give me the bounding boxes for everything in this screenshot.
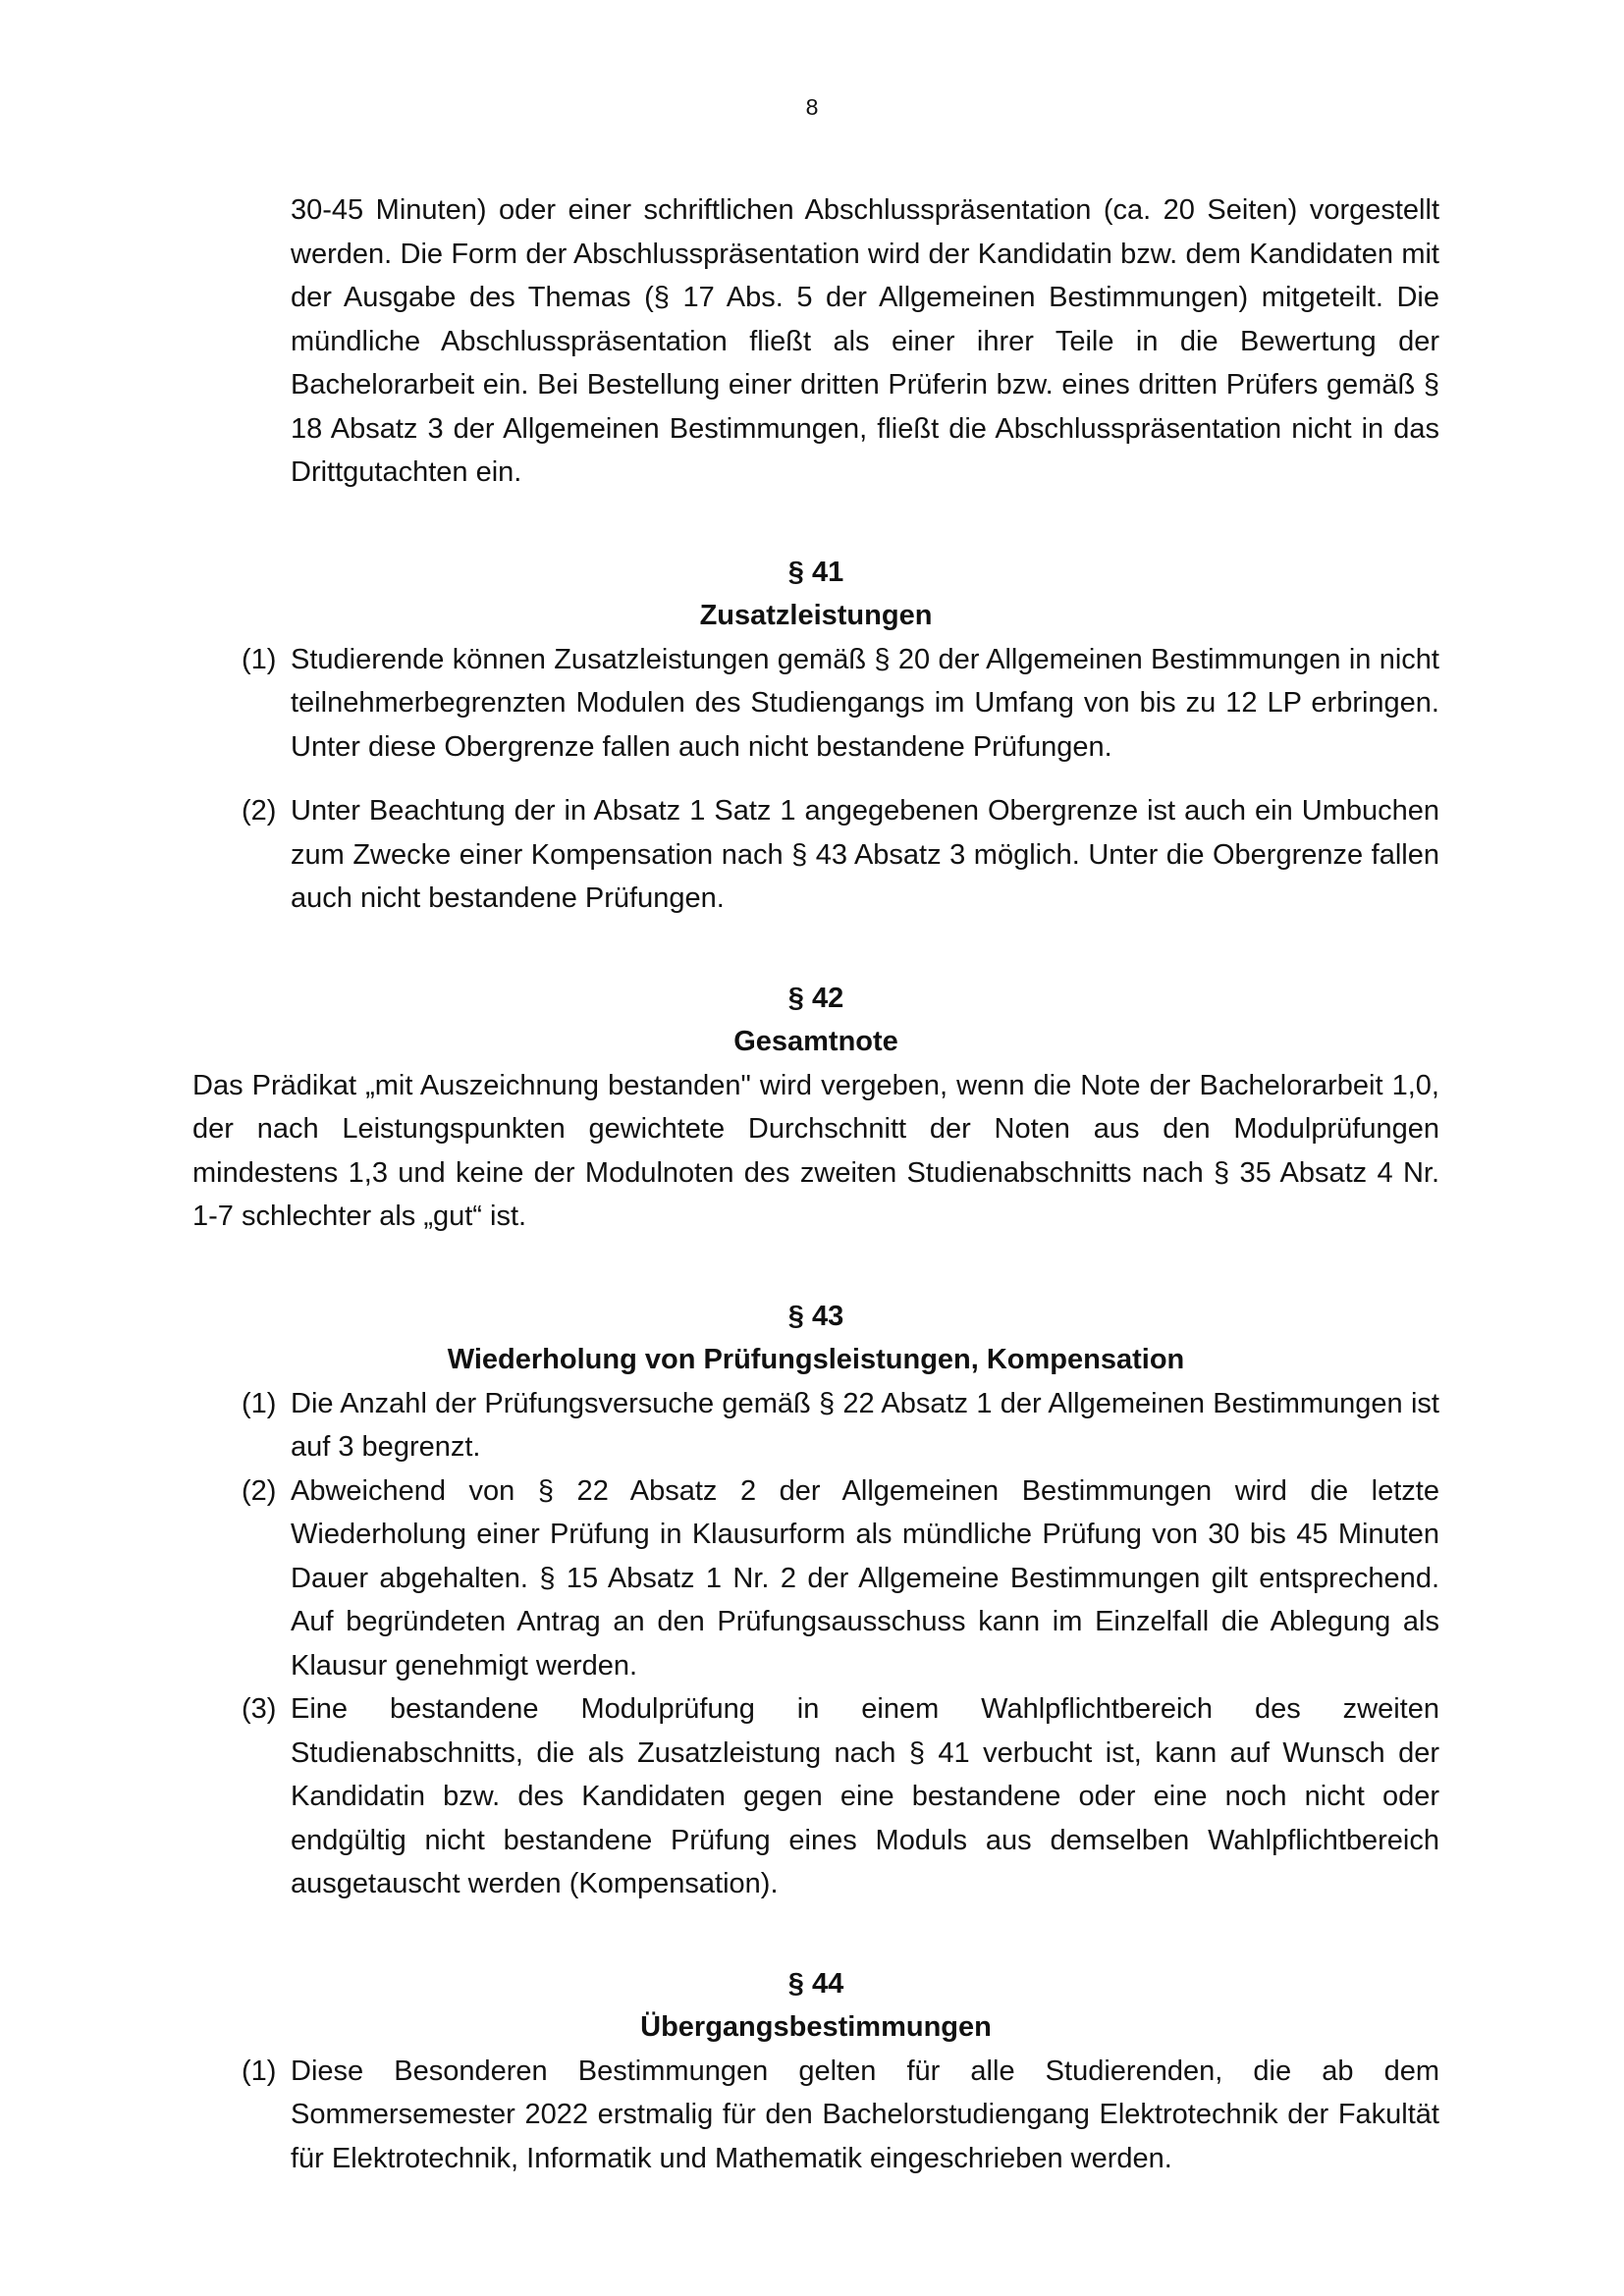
item-number: (1) <box>242 643 277 675</box>
list-item <box>192 789 1439 921</box>
list-item <box>192 638 1439 770</box>
section-list <box>192 638 1439 921</box>
item-text: Studierende können Zusatzleistungen gemäß § 20 der Allgemeinen Bestimmungen in nicht teilnehmerbegrenzten Modulen des Studiengangs im Umfang von bis zu 12 LP erbringen. Unter diese Obergrenze fallen auch nicht bestandene Prüfungen. <box>291 643 1439 763</box>
item-number: (1) <box>242 1387 277 1419</box>
list-item <box>192 1687 1439 1906</box>
section-title: Gesamtnote <box>733 1026 898 1057</box>
list-item <box>192 1382 1439 1469</box>
section-list <box>192 1382 1439 1906</box>
page-number: 8 <box>805 94 819 120</box>
list-item <box>192 2050 1439 2181</box>
section-title: Übergangsbestimmungen <box>640 2011 992 2043</box>
item-text: Diese Besonderen Bestimmungen gelten für alle Studierenden, die ab dem Sommersemester 2022 erstmalig für den Bachelorstudiengang Elektrotechnik der Fakultät für Elektrotechnik, Informatik und Mathematik eingeschrieben werden. <box>291 2055 1439 2174</box>
document-body <box>192 188 1439 2180</box>
section-title: Wiederholung von Prüfungsleistungen, Kompensation <box>447 1344 1185 1375</box>
item-text: Unter Beachtung der in Absatz 1 Satz 1 angegebenen Obergrenze ist auch ein Umbuchen zum Zwecke einer Kompensation nach § 43 Absatz 3 möglich. Unter die Obergrenze fallen auch nicht bestandene Prüfungen. <box>291 795 1439 914</box>
section-44 <box>192 1962 1439 2181</box>
item-text: Die Anzahl der Prüfungsversuche gemäß § 22 Absatz 1 der Allgemeinen Bestimmungen ist auf 3 begrenzt. <box>291 1387 1439 1463</box>
item-text: Abweichend von § 22 Absatz 2 der Allgemeinen Bestimmungen wird die letzte Wiederholung einer Prüfung in Klausurform als mündliche Prüfung von 30 bis 45 Minuten Dauer abgehalten. § 15 Absatz 1 Nr. 2 der Allgemeine Bestimmungen gilt entsprechend. Auf begründeten Antrag an den Prüfungsausschuss kann im Einzelfall die Ablegung als Klausur genehmigt werden. <box>291 1474 1439 1682</box>
item-number: (1) <box>242 2055 277 2087</box>
section-number: § 42 <box>787 982 844 1014</box>
section-paragraph: Das Prädikat „mit Auszeichnung bestanden" wird vergeben, wenn die Note der Bachelorarbeit 1,0, der nach Leistungspunkten gewichtete Durchschnitt der Noten aus den Modulprüfungen mindestens 1,3 und keine der Modulnoten des zweiten Studienabschnitts nach § 35 Absatz 4 Nr. 1-7 schlechter als „gut“ ist. <box>192 1069 1439 1232</box>
intro-paragraph: 30-45 Minuten) oder einer schriftlichen Abschlusspräsentation (ca. 20 Seiten) vorgestellt werden. Die Form der Abschlusspräsentation wird der Kandidatin bzw. dem Kandidaten mit der Ausgabe des Themas (§ 17 Abs. 5 der Allgemeinen Bestimmungen) mitgeteilt. Die mündliche Abschlusspräsentation fließt als einer ihrer Teile in die Bewertung der Bachelorarbeit ein. Bei Bestellung einer dritten Prüferin bzw. eines dritten Prüfers gemäß § 18 Absatz 3 der Allgemeinen Bestimmungen, fließt die Abschlusspräsentation nicht in das Drittgutachten ein. <box>291 194 1439 488</box>
section-number: § 44 <box>787 1967 844 2000</box>
section-42 <box>192 977 1439 1239</box>
section-title: Zusatzleistungen <box>699 600 933 631</box>
section-43 <box>192 1295 1439 1906</box>
item-number: (3) <box>242 1693 277 1725</box>
section-list <box>192 2050 1439 2181</box>
section-number: § 41 <box>787 556 844 588</box>
item-number: (2) <box>242 795 277 827</box>
section-41 <box>192 551 1439 921</box>
section-number: § 43 <box>787 1300 844 1332</box>
item-number: (2) <box>242 1474 277 1507</box>
list-item <box>192 1469 1439 1688</box>
item-text: Eine bestandene Modulprüfung in einem Wahlpflichtbereich des zweiten Studienabschnitts, die als Zusatzleistung nach § 41 verbucht ist, kann auf Wunsch der Kandidatin bzw. des Kandidaten gegen eine bestandene oder eine noch nicht oder endgültig nicht bestandene Prüfung eines Moduls aus demselben Wahlpflichtbereich ausgetauscht werden (Kompensation). <box>291 1693 1439 1899</box>
